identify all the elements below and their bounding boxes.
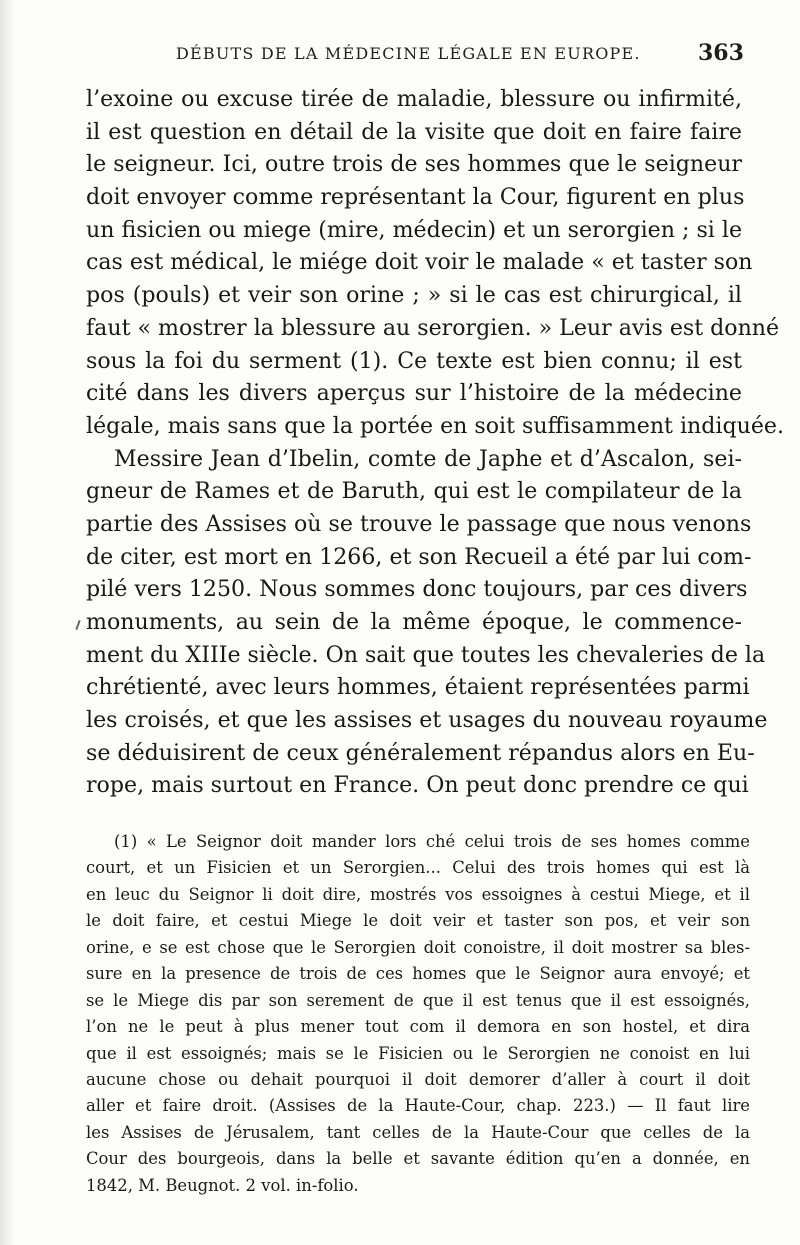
body-line: doit envoyer comme représentant la Cour, figurent en plus [86, 184, 745, 211]
body-line: un fisicien ou miege (mire, médecin) et un serorgien ; si le [86, 216, 743, 243]
body-line: pilé vers 1250. Nous sommes donc toujours, par ces divers [86, 576, 748, 603]
body-line: cas est médical, le miége doit voir le malade « et taster son [86, 249, 753, 276]
footnote-line: sure en la presence de trois de ces homes que le Seignor aura envoyé; et [86, 964, 750, 984]
body-line: monuments, au sein de la même époque, le commence- [86, 609, 742, 635]
body-line: faut « mostrer la blessure au serorgien. » Leur avis est donné [86, 314, 780, 341]
body-line: rope, mais surtout en France. On peut donc prendre ce qui [86, 772, 749, 799]
body-line: chrétienté, avec leurs hommes, étaient représentées parmi [86, 674, 750, 701]
body-line: de citer, est mort en 1266, et son Recueil a été par lui com- [86, 543, 752, 570]
footnote-line: orine, e se est chose que le Serorgien doit conoistre, il doit mostrer sa bles- [86, 937, 750, 957]
footnote-line: aller et faire droit. (Assises de la Haute-Cour, chap. 223.) — Il faut lire [86, 1096, 750, 1116]
footnote-line: l’on ne le peut à plus mener tout com il demora en son hostel, et dira [86, 1017, 750, 1037]
running-header [0, 40, 800, 72]
body-line: se déduisirent de ceux généralement répandus alors en Eu- [86, 739, 755, 766]
page-number: 363 [698, 40, 744, 66]
body-line: les croisés, et que les assises et usages du nouveau royaume [86, 707, 768, 734]
footnote-line: 1842, M. Beugnot. 2 vol. in-folio. [86, 1175, 359, 1195]
body-line: cité dans les divers aperçus sur l’histoire de la médecine [86, 380, 742, 407]
body-line: il est question en détail de la visite que doit en faire faire [86, 118, 742, 145]
footnote-line: en leuc du Seignor li doit dire, mostrés vos essoignes à cestui Miege, et il [86, 884, 750, 904]
footnote-line: les Assises de Jérusalem, tant celles de la Haute-Cour que celles de la [86, 1122, 750, 1142]
body-line: ment du XIIIe siècle. On sait que toutes les chevaleries de la [86, 641, 766, 668]
body-line: pos (pouls) et veir son orine ; » si le cas est chirurgical, il [86, 282, 742, 309]
footnote-line: (1) « Le Seignor doit mander lors ché celui trois de ses homes comme [114, 832, 750, 851]
footnote-line: court, et un Fisicien et un Serorgien... Celui des trois homes qui est là [86, 858, 750, 878]
running-title: DÉBUTS DE LA MÉDECINE LÉGALE EN EUROPE. [176, 44, 641, 63]
body-line: sous la foi du serment (1). Ce texte est bien connu; il est [86, 347, 742, 374]
body-line: le seigneur. Ici, outre trois de ses hommes que le seigneur [86, 151, 742, 178]
main-text [86, 83, 785, 802]
body-line: Messire Jean d’Ibelin, comte de Japhe et d’Ascalon, sei- [114, 445, 742, 472]
footnote-block [86, 829, 750, 1199]
footnote-line: le doit faire, et cestui Miege le doit veir et taster son pos, et veir son [86, 911, 750, 931]
footnote-line: Cour des bourgeois, dans la belle et savante édition qu’en a donnée, en [86, 1149, 750, 1169]
footnote-line: aucune chose ou dehait pourquoi il doit demorer d’aller à court il doit [86, 1069, 750, 1089]
footnote-line: se le Miege dis par son serement de que il est tenus que il est essoignés, [86, 990, 750, 1010]
body-line: l’exoine ou excuse tirée de maladie, blessure ou infirmité, [86, 86, 742, 112]
footnote-line: que il est essoignés; mais se le Fisicien ou le Serorgien ne conoist en lui [86, 1043, 750, 1063]
body-line: légale, mais sans que la portée en soit suffisamment indiquée. [86, 412, 785, 439]
scan-mark [75, 620, 80, 630]
body-line: partie des Assises où se trouve le passage que nous venons [86, 510, 752, 537]
page-gutter-shadow [0, 0, 14, 1245]
body-line: gneur de Rames et de Baruth, qui est le compilateur de la [86, 478, 742, 505]
